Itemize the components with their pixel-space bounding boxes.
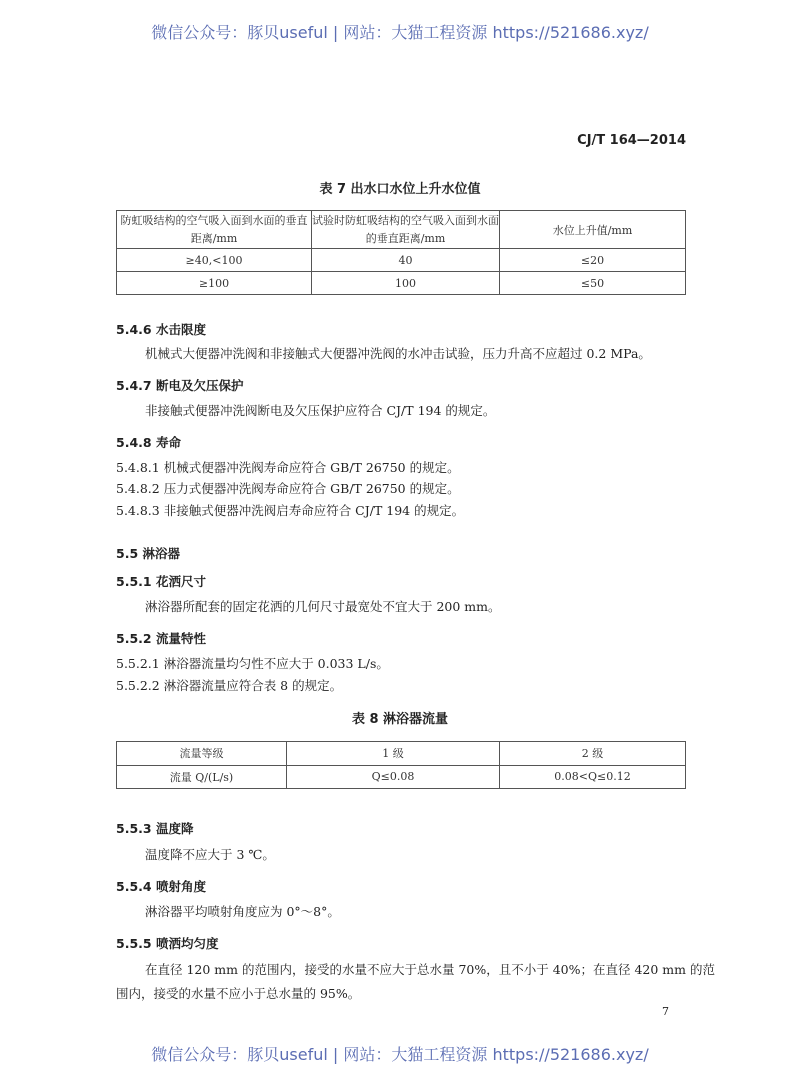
section-heading: 5.4.8 寿命 <box>116 435 181 450</box>
watermark-top: 微信公众号：豚贝useful | 网站：大猫工程资源 https://521686.xyz/ <box>151 23 649 42</box>
section-heading: 5.5 淋浴器 <box>116 546 180 561</box>
table7-header: 水位上升值/mm <box>500 211 686 249</box>
section-heading: 5.5.3 温度降 <box>116 821 194 836</box>
paragraph: 温度降不应大于 3 ℃。 <box>145 847 275 862</box>
table-row <box>117 742 686 766</box>
list-item: 5.4.8.3 非接触式便器冲洗阀启寿命应符合 CJ/T 194 的规定。 <box>116 503 465 518</box>
section-heading: 5.5.1 花洒尺寸 <box>116 574 206 589</box>
paragraph: 围内，接受的水量不应小于总水量的 95%。 <box>116 986 361 1001</box>
section-heading: 5.4.6 水击限度 <box>116 322 206 337</box>
table-row <box>117 249 686 272</box>
table8-caption: 表 8 淋浴器流量 <box>351 712 449 727</box>
table8 <box>116 741 686 789</box>
table-cell: 0.08<Q≤0.12 <box>500 765 686 789</box>
table7-header: 防虹吸结构的空气吸入面到水面的垂直距离/mm <box>117 211 312 249</box>
list-item: 5.5.2.2 淋浴器流量应符合表 8 的规定。 <box>116 678 343 693</box>
table-row <box>117 272 686 295</box>
table7-header: 试验时防虹吸结构的空气吸入面到水面的垂直距离/mm <box>312 211 500 249</box>
list-item: 5.4.8.2 压力式便器冲洗阀寿命应符合 GB/T 26750 的规定。 <box>116 481 460 496</box>
paragraph: 在直径 120 mm 的范围内，接受的水量不应大于总水量 70%，且不小于 40%；在直径 420 mm 的范 <box>145 962 715 977</box>
paragraph: 淋浴器平均喷射角度应为 0°～8°。 <box>145 904 340 919</box>
standard-code: CJ/T 164—2014 <box>577 133 686 148</box>
table-cell: 2 级 <box>500 742 686 766</box>
section-heading: 5.5.4 喷射角度 <box>116 879 206 894</box>
section-heading: 5.5.5 喷洒均匀度 <box>116 936 219 951</box>
table-cell: ≤50 <box>500 272 686 295</box>
table-cell: 流量等级 <box>117 742 287 766</box>
page-number: 7 <box>662 1005 669 1018</box>
table7-caption: 表 7 出水口水位上升水位值 <box>319 182 481 197</box>
paragraph: 机械式大便器冲洗阀和非接触式大便器冲洗阀的水冲击试验，压力升高不应超过 0.2 MPa。 <box>145 346 651 361</box>
paragraph: 非接触式便器冲洗阀断电及欠压保护应符合 CJ/T 194 的规定。 <box>145 403 496 418</box>
section-heading: 5.4.7 断电及欠压保护 <box>116 378 244 393</box>
list-item: 5.4.8.1 机械式便器冲洗阀寿命应符合 GB/T 26750 的规定。 <box>116 460 460 475</box>
table-cell: 40 <box>312 249 500 272</box>
section-heading: 5.5.2 流量特性 <box>116 631 206 646</box>
paragraph: 淋浴器所配套的固定花洒的几何尺寸最宽处不宜大于 200 mm。 <box>145 599 501 614</box>
table-cell: Q≤0.08 <box>287 765 500 789</box>
watermark-bottom: 微信公众号：豚贝useful | 网站：大猫工程资源 https://521686.xyz/ <box>151 1045 649 1064</box>
table-cell: ≤20 <box>500 249 686 272</box>
table7 <box>116 210 686 295</box>
table-cell: 1 级 <box>287 742 500 766</box>
table-row <box>117 765 686 789</box>
list-item: 5.5.2.1 淋浴器流量均匀性不应大于 0.033 L/s。 <box>116 656 389 671</box>
table-cell: ≥100 <box>117 272 312 295</box>
table-cell: 100 <box>312 272 500 295</box>
table-cell: 流量 Q/(L/s) <box>117 765 287 789</box>
table-cell: ≥40,<100 <box>117 249 312 272</box>
